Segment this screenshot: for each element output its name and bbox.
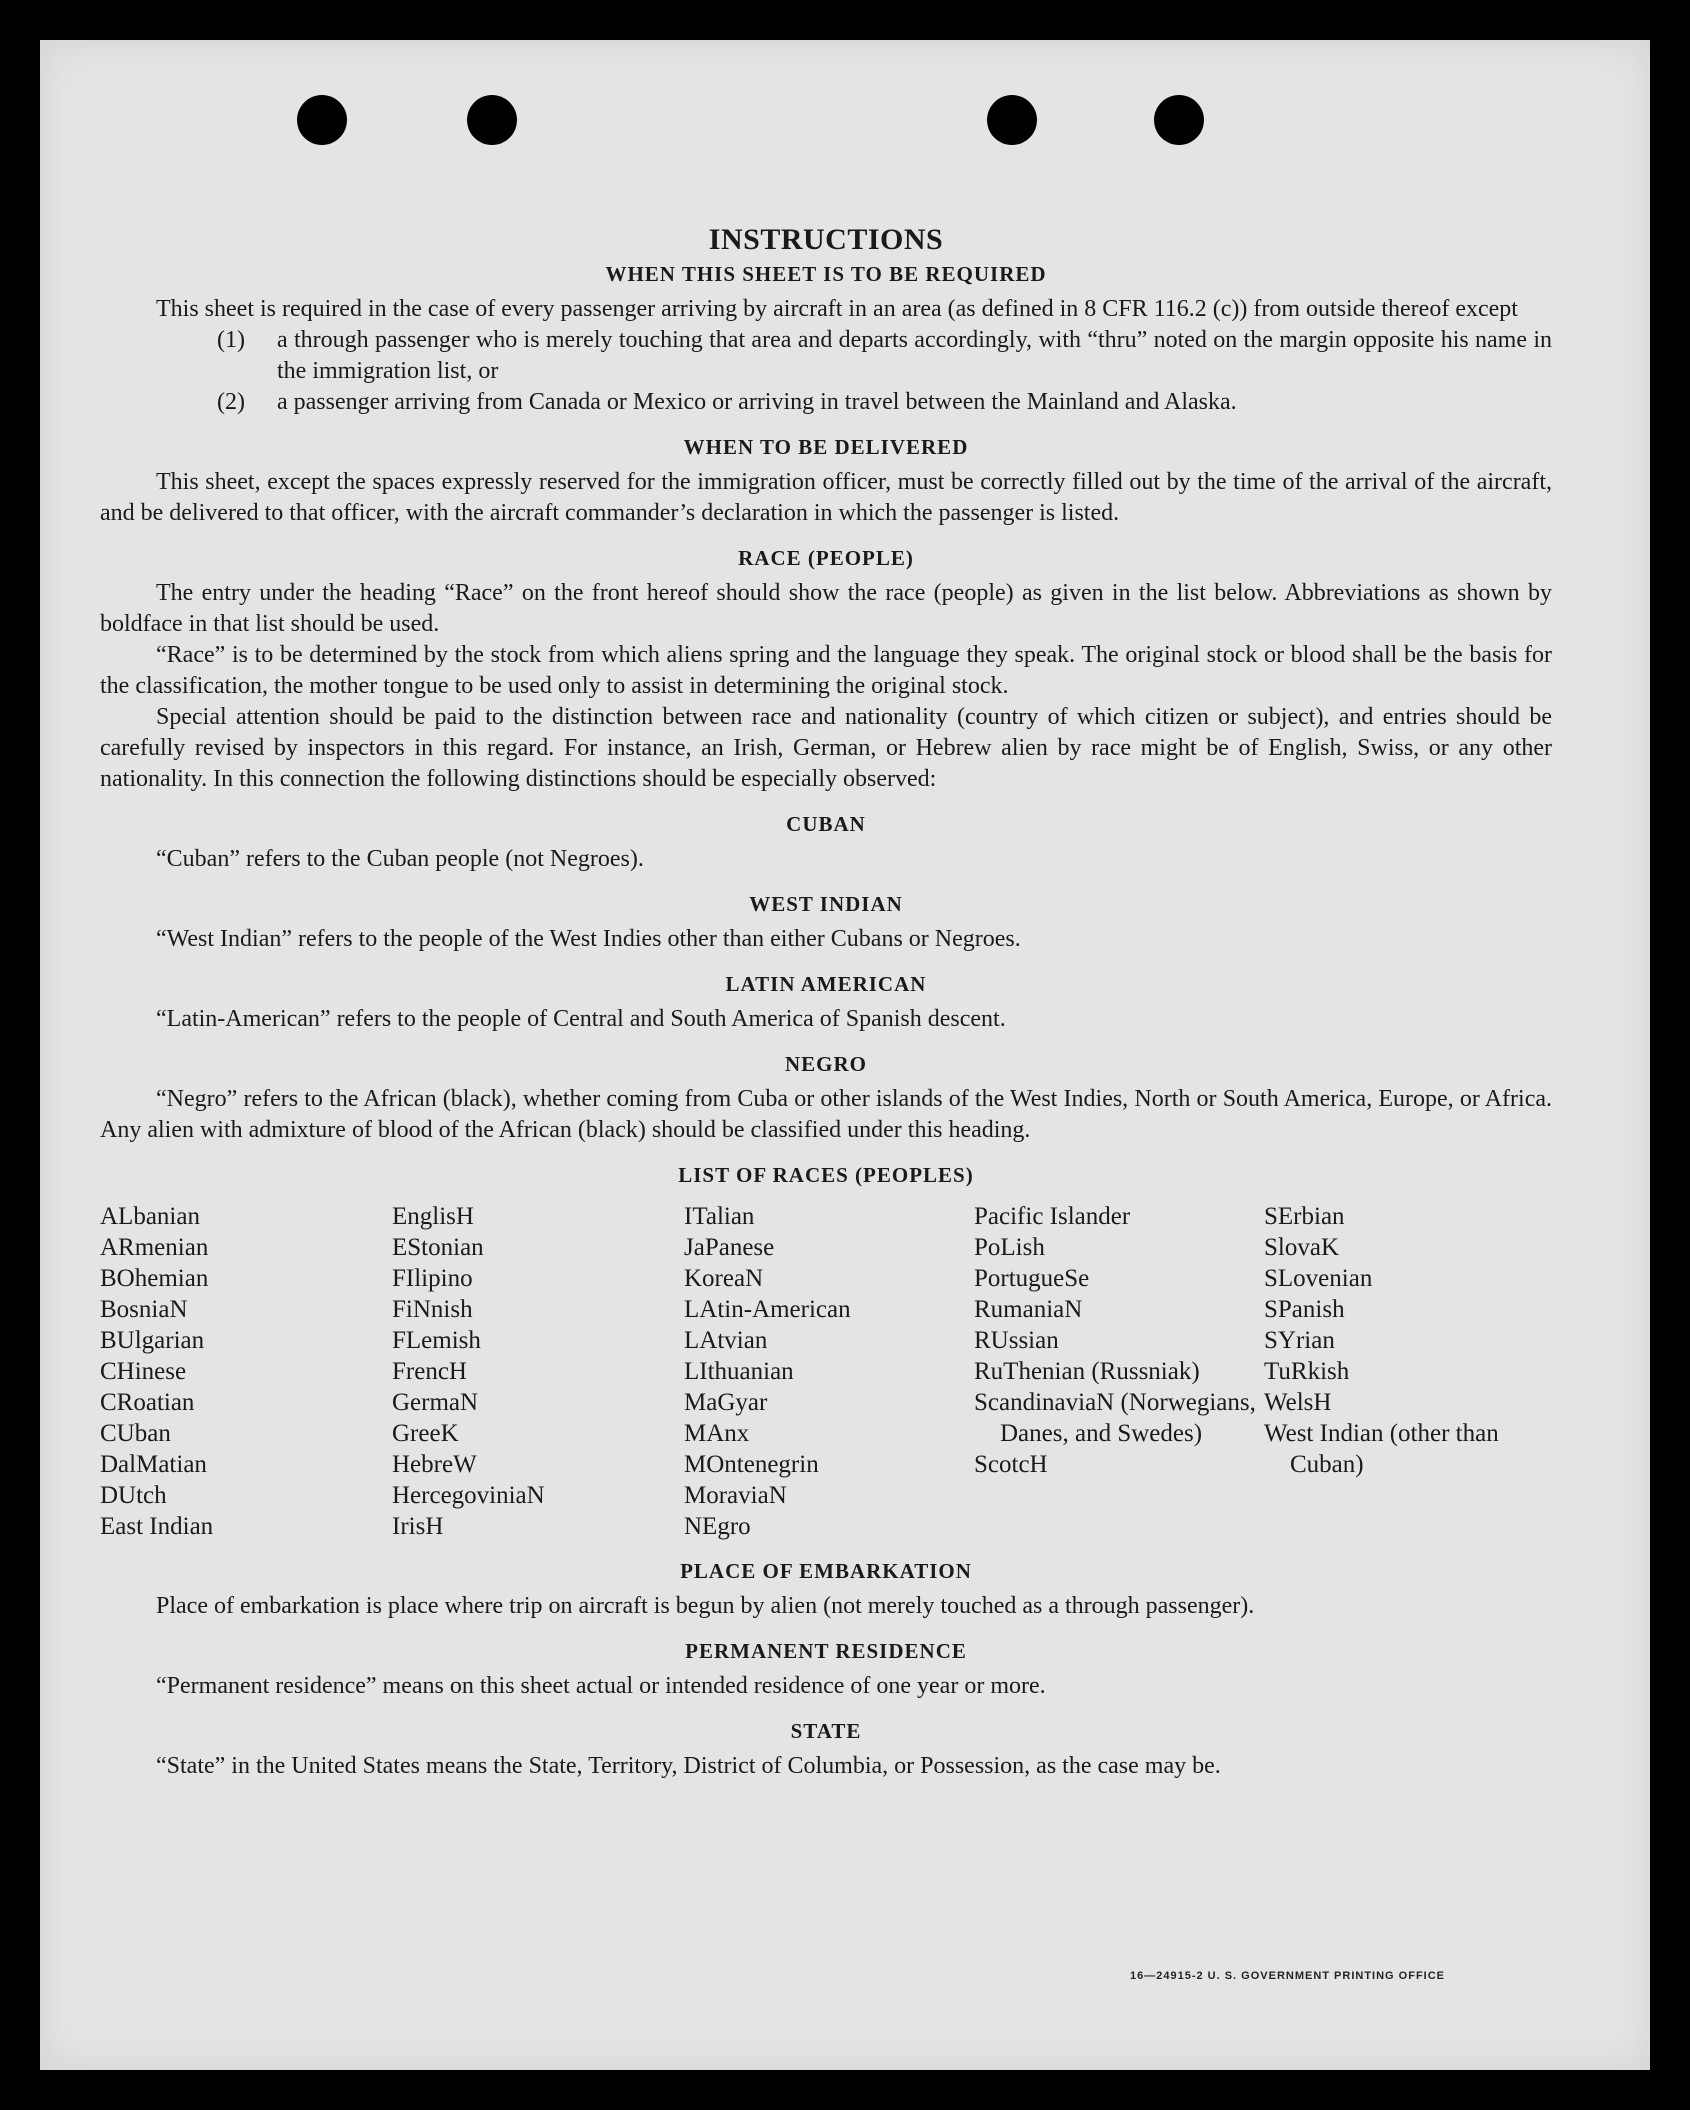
section-heading: RACE (PEOPLE) (738, 546, 914, 570)
race-item: West Indian (other than Cuban) (1264, 1420, 1499, 1478)
race-item: ALbanian (100, 1203, 200, 1230)
race-item: RUssian (974, 1327, 1059, 1354)
paragraph: This sheet, except the spaces expressly reserved for the immigration officer, must be correctly filled out by the time of the arrival of the aircraft, and be delivered to that officer, with the aircraft commander’s declaration in which the passenger is listed. (100, 469, 1552, 526)
race-item: EStonian (392, 1234, 484, 1261)
race-item: MoraviaN (684, 1482, 787, 1509)
punch-hole (1154, 95, 1204, 145)
condition-item (100, 387, 1552, 418)
race-item: GermaN (392, 1389, 479, 1416)
race-item: FLemish (392, 1327, 481, 1354)
section-heading: WHEN THIS SHEET IS TO BE REQUIRED (605, 262, 1047, 286)
race-item: HebreW (392, 1451, 477, 1478)
race-item: SPanish (1264, 1296, 1345, 1323)
race-item: CRoatian (100, 1389, 195, 1416)
race-item: WelsH (1264, 1389, 1332, 1416)
race-list (100, 1201, 1552, 1542)
race-item: KoreaN (684, 1265, 764, 1292)
paragraph: “Permanent residence” means on this sheet actual or intended residence of one year or more. (156, 1673, 1046, 1699)
paragraph: “State” in the United States means the State, Territory, District of Columbia, or Possession, as the case may be. (156, 1753, 1221, 1779)
section-heading: WEST INDIAN (749, 892, 903, 916)
race-item: DalMatian (100, 1451, 207, 1478)
section-heading: CUBAN (786, 812, 866, 836)
race-item: LAtin-American (684, 1296, 851, 1323)
paragraph: “Negro” refers to the African (black), whether coming from Cuba or other islands of the West Indies, North or South America, Europe, or Africa. Any alien with admixture of blood of the African (black) should be classified under this heading. (100, 1086, 1552, 1143)
race-item: SYrian (1264, 1327, 1335, 1354)
section-heading: LIST OF RACES (PEOPLES) (678, 1163, 974, 1187)
paragraph: Place of embarkation is place where trip on aircraft is begun by alien (not merely touched as a through passenger). (156, 1593, 1255, 1619)
section-heading: PLACE OF EMBARKATION (680, 1559, 972, 1583)
race-column (684, 1201, 974, 1542)
race-item: PortugueSe (974, 1265, 1090, 1292)
section-heading: WHEN TO BE DELIVERED (683, 435, 969, 459)
paragraph: This sheet is required in the case of every passenger arriving by aircraft in an area (as defined in 8 CFR 116.2 (c)) from outside thereof except (156, 296, 1518, 322)
race-column (100, 1201, 392, 1542)
race-item: IrisH (392, 1513, 444, 1540)
race-item: FrencH (392, 1358, 467, 1385)
section-heading: PERMANENT RESIDENCE (685, 1639, 967, 1663)
race-item: RumaniaN (974, 1296, 1083, 1323)
condition-text: a passenger arriving from Canada or Mexico or arriving in travel between the Mainland and Alaska. (277, 389, 1237, 415)
paragraph: Special attention should be paid to the distinction between race and nationality (country of which citizen or subject), and entries should be carefully revised by inspectors in this regard. For instance, an Irish, German, or Hebrew alien by race might be of English, Swiss, or any other nationality. In this connection the following distinctions should be especially observed: (100, 704, 1552, 792)
race-item: ScandinaviaN (Norwegians, Danes, and Swedes) (974, 1389, 1256, 1447)
race-item: ARmenian (100, 1234, 209, 1261)
section-heading: LATIN AMERICAN (725, 972, 927, 996)
race-item: FiNnish (392, 1296, 473, 1323)
race-item: ScotcH (974, 1451, 1048, 1478)
condition-item (100, 325, 1552, 387)
punch-hole (297, 95, 347, 145)
race-column (974, 1201, 1264, 1542)
race-item: MAnx (684, 1420, 750, 1447)
race-item: BosniaN (100, 1296, 188, 1323)
condition-text: a through passenger who is merely touching that area and departs accordingly, with “thru” noted on the margin opposite his name in the immigration list, or (277, 327, 1552, 384)
race-item: SlovaK (1264, 1234, 1339, 1261)
paragraph: “Cuban” refers to the Cuban people (not Negroes). (156, 846, 644, 872)
race-item: LAtvian (684, 1327, 768, 1354)
race-item: GreeK (392, 1420, 459, 1447)
race-item: BOhemian (100, 1265, 209, 1292)
race-item: DUtch (100, 1482, 167, 1509)
race-item: PoLish (974, 1234, 1045, 1261)
section-heading: NEGRO (784, 1052, 867, 1076)
race-item: ITalian (684, 1203, 755, 1230)
paragraph: “Race” is to be determined by the stock from which aliens spring and the language they speak. The original stock or blood shall be the basis for the classification, the mother tongue to be used only to assist in determining the original stock. (100, 642, 1552, 699)
paragraph: “West Indian” refers to the people of the West Indies other than either Cubans or Negroes. (156, 926, 1021, 952)
race-item: TuRkish (1264, 1358, 1350, 1385)
race-item: Pacific Islander (974, 1203, 1131, 1230)
race-item: RuThenian (Russniak) (974, 1358, 1200, 1385)
race-item: EnglisH (392, 1203, 474, 1230)
document-page (40, 40, 1650, 2070)
page-title: INSTRUCTIONS (708, 223, 944, 256)
race-item: HercegoviniaN (392, 1482, 545, 1509)
race-column (1264, 1201, 1552, 1542)
paragraph: The entry under the heading “Race” on the front hereof should show the race (people) as given in the list below. Abbreviations as shown by boldface in that list should be used. (100, 580, 1552, 637)
condition-number: (2) (217, 389, 245, 415)
punch-hole (987, 95, 1037, 145)
race-item: MOntenegrin (684, 1451, 819, 1478)
paragraph: “Latin-American” refers to the people of Central and South America of Spanish descent. (156, 1006, 1006, 1032)
race-item: NEgro (684, 1513, 751, 1540)
punch-hole (467, 95, 517, 145)
race-item: East Indian (100, 1513, 214, 1540)
race-item: JaPanese (684, 1234, 775, 1261)
race-item: SLovenian (1264, 1265, 1373, 1292)
condition-number: (1) (217, 327, 245, 353)
race-item: LIthuanian (684, 1358, 794, 1385)
race-item: MaGyar (684, 1389, 768, 1416)
instructions-content (100, 180, 1552, 1782)
race-item: SErbian (1264, 1203, 1345, 1230)
race-column (392, 1201, 684, 1542)
race-item: CHinese (100, 1358, 187, 1385)
print-office-code: 16—24915-2 U. S. GOVERNMENT PRINTING OFFICE (1130, 1970, 1446, 1982)
race-item: FIlipino (392, 1265, 473, 1292)
race-item: BUlgarian (100, 1327, 205, 1354)
section-heading: STATE (790, 1719, 862, 1743)
race-item: CUban (100, 1420, 171, 1447)
